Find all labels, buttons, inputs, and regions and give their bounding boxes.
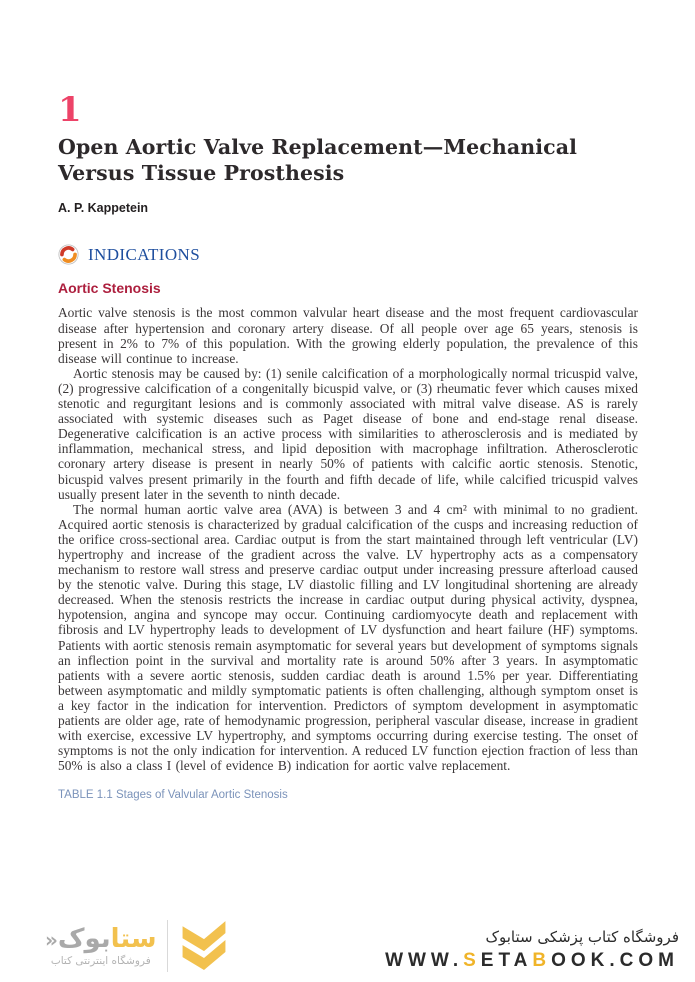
setabook-wordmark: [45, 925, 157, 954]
website-url: [385, 950, 679, 972]
wordmark-primary: ستا: [110, 923, 157, 954]
chapter-number: 1: [58, 90, 82, 130]
url-letter-s: S: [463, 950, 481, 971]
swirl-arrows-icon: [58, 244, 79, 265]
wordmark-chevrons: «: [45, 927, 58, 952]
wordmark-block: [45, 925, 157, 968]
paragraph: The normal human aortic valve area (AVA) is between 3 and 4 cm² with minimal to no gradient. Acquired aortic stenosis is characterized by gradual calcification of the cusps and increasing reduction of the orifice cross-sectional area. Cardiac output is from the start maintained through left ventricular (LV) hypertrophy and increase of the gradient across the valve. LV hypertrophy acts as a compensatory mechanism to restore wall stress and preserve cardiac output under increasing pressure afterload caused by the stenotic valve. During this stage, LV diastolic filling and LV longitudinal shortening are already decreased. When the stenosis restricts the increase in cardiac output during physical activity, dyspnea, hypotension, angina and syncope may occur. Continuing cardiomyocyte death and replacement with fibrosis and LV hypertrophy leads to development of LV dysfunction and heart failure (HF) symptoms. Patients with aortic stenosis remain asymptomatic for several years but development of symptoms signals an inflection point in the survival and mortality rate is around 50% after 3 years. In asymptomatic patients with a severe aortic stenosis, sudden cardiac death is around 1.5% per year. Differentiating between asymptomatic and mildly symptomatic patients is often challenging, although symptom onset is a key factor in the indication for intervention. Predictors of symptom development in asymptomatic patients are older age, rate of hemodynamic progression, peripheral vascular disease, increase in gradient with exercise, excessive LV hypertrophy, and symptoms occurring during exercise testing. The onset of symptoms is not the only indication for intervention. A reduced LV function ejection fraction of less than 50% is also a class I (level of evidence B) indication for aortic valve replacement.: [58, 501, 638, 774]
chevron-s-logo-icon: [178, 916, 230, 976]
body-text: [58, 305, 638, 773]
paragraph: Aortic valve stenosis is the most common valvular heart disease and the most frequent cardiovascular disease after hypertension and coronary artery disease. Of all people over age 65 years, stenosis is present in 2% to 7% of this population. With the growing elderly population, the prevalence of this disease will continue to increase.: [58, 305, 638, 366]
store-name-farsi: فروشگاه کتاب پزشکی ستابوک: [485, 928, 679, 946]
indications-section-header: [58, 244, 638, 265]
bookstore-footer: [0, 904, 695, 982]
chapter-title: Open Aortic Valve Replacement—Mechanical Versus Tissue Prosthesis: [58, 135, 577, 186]
url-eta: ETA: [480, 950, 533, 971]
url-prefix: WWW.: [385, 950, 464, 971]
aortic-stenosis-subheading: Aortic Stenosis: [58, 280, 161, 297]
url-letter-b: B: [532, 950, 552, 971]
author-name: A. P. Kappetein: [58, 201, 149, 216]
logo-tagline: فروشگاه اینترنتی کتاب: [50, 955, 151, 968]
wordmark-secondary: بوک: [57, 923, 111, 954]
footer-text-block: [385, 928, 679, 972]
url-suffix: OOK.COM: [551, 950, 679, 971]
indications-heading: INDICATIONS: [88, 244, 201, 264]
paragraph: Aortic stenosis may be caused by: (1) senile calcification of a morphologically normal tricuspid valve, (2) progressive calcification of a congenitally bicuspid valve, or (3) rheumatic fever which causes mixed stenotic and regurgitant lesions and is commonly associated with mitral valve disease. AS is rarely associated with systemic diseases such as Paget disease of bone and end-stage renal disease. Degenerative calcification is an active process with similarities to atherosclerosis and is mediated by inflammation, mechanical stress, and lipid deposition with macrophage infiltration. Atherosclerotic coronary artery disease is present in nearly 50% of patients with calcific aortic stenosis. Stenotic, bicuspid valves present primarily in the fourth and fifth decade of life, while calcified tricuspid valves usually present later in the seventh to ninth decade.: [58, 365, 638, 502]
table-caption: TABLE 1.1 Stages of Valvular Aortic Stenosis: [58, 789, 288, 802]
footer-logo-block: [45, 916, 230, 976]
footer-divider: [167, 920, 168, 972]
